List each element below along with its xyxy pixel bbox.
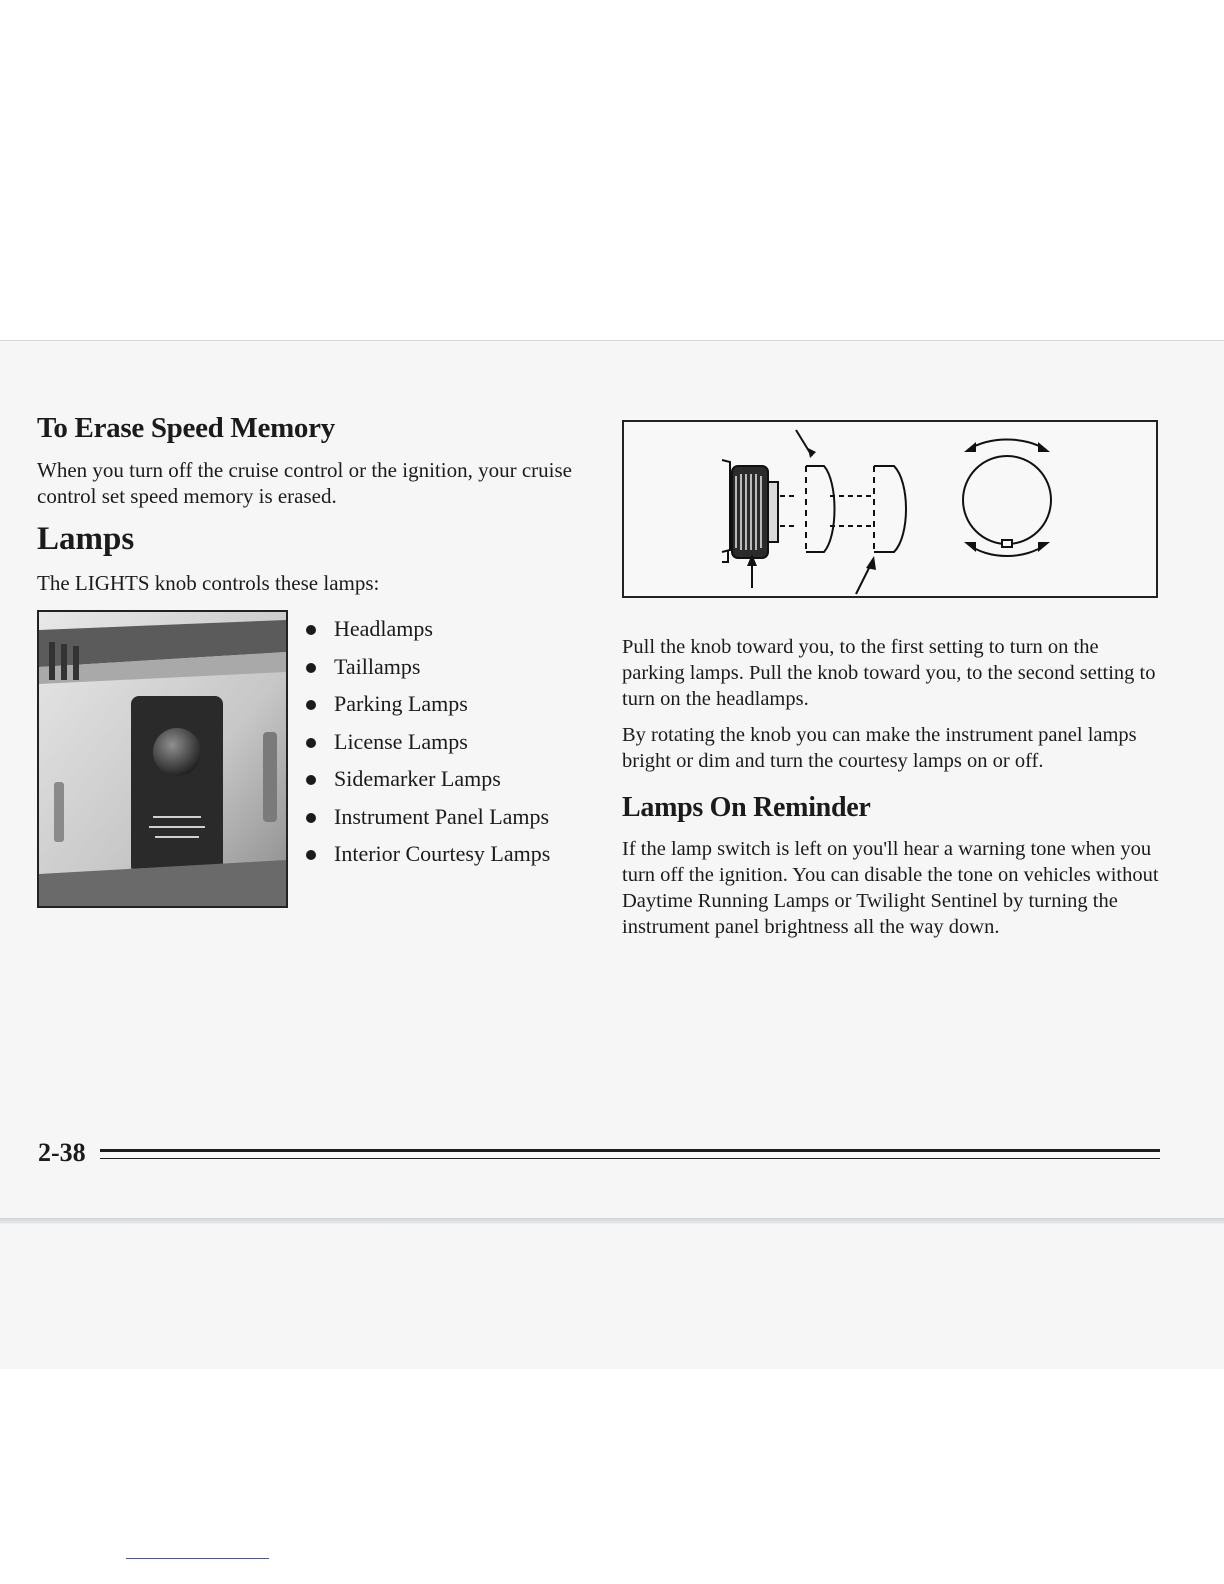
left-column (37, 412, 577, 910)
list-item: Instrument Panel Lamps (302, 798, 550, 836)
bullet-icon (306, 663, 316, 673)
knob-rotate-text: By rotating the knob you can make the instrument panel lamps bright or dim and turn the courtesy lamps on or off. (622, 724, 1137, 772)
lamps-on-reminder-text: If the lamp switch is left on you'll hear a warning tone when you turn off the ignition. You can disable the tone on vehicles without Daytime Running Lamps or Twilight Sentinel by turning the instrument panel brightness all the way down. (622, 838, 1159, 938)
lamps-heading: Lamps (37, 521, 135, 557)
footer-rule (100, 1149, 1160, 1152)
knob-positions-diagram (622, 420, 1158, 598)
list-item: Parking Lamps (302, 685, 550, 723)
footer-rule-thin (100, 1158, 1160, 1159)
knob-positions-diagram-art (624, 422, 1156, 596)
list-item: Interior Courtesy Lamps (302, 835, 550, 873)
list-item: Headlamps (302, 610, 550, 648)
page-number: 2-38 (38, 1138, 86, 1167)
lamp-list (302, 610, 550, 873)
list-item: License Lamps (302, 723, 550, 761)
page-band-bottom-edge (0, 1218, 1224, 1224)
bullet-icon (306, 775, 316, 785)
list-item: Sidemarker Lamps (302, 760, 550, 798)
knob-pull-text: Pull the knob toward you, to the first setting to turn on the parking lamps. Pull the knob toward you, to the second setting to turn on the headlamps. (622, 636, 1156, 710)
lights-knob-photo (37, 610, 288, 908)
bullet-icon (306, 625, 316, 635)
list-item: Taillamps (302, 648, 550, 686)
bullet-icon (306, 813, 316, 823)
lamps-row (37, 610, 577, 910)
bottom-link-underline (126, 1558, 269, 1559)
erase-speed-memory-text: When you turn off the cruise control or the ignition, your cruise control set speed memory is erased. (37, 458, 572, 508)
bullet-icon (306, 850, 316, 860)
right-column (622, 634, 1162, 940)
lamps-on-reminder-heading: Lamps On Reminder (622, 792, 871, 823)
erase-speed-memory-heading: To Erase Speed Memory (37, 412, 335, 444)
bullet-icon (306, 700, 316, 710)
lamps-intro-text: The LIGHTS knob controls these lamps: (37, 571, 380, 595)
lights-knob-photo-art (39, 612, 286, 906)
bullet-icon (306, 738, 316, 748)
